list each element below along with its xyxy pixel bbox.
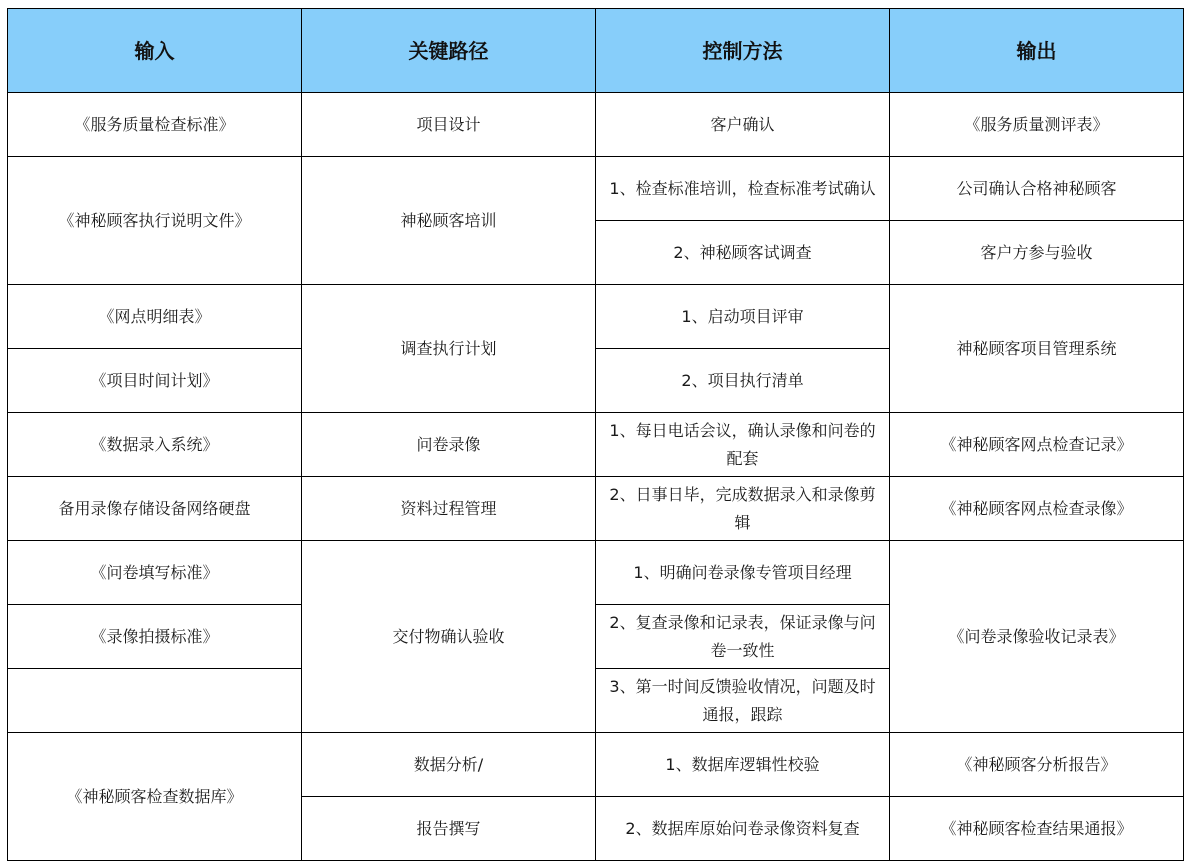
cell-input: 《项目时间计划》 [8,349,302,413]
header-key-path: 关键路径 [302,9,596,93]
cell-method: 1、数据库逻辑性校验 [596,733,890,797]
cell-path: 交付物确认验收 [302,541,596,733]
table-header-row [8,9,1184,93]
table-row [8,157,1184,221]
table-row [8,93,1184,157]
cell-method: 2、神秘顾客试调查 [596,221,890,285]
cell-output: 《神秘顾客网点检查记录》 [890,413,1184,477]
cell-input: 《神秘顾客检查数据库》 [8,733,302,861]
cell-path: 神秘顾客培训 [302,157,596,285]
cell-method: 1、启动项目评审 [596,285,890,349]
cell-method: 客户确认 [596,93,890,157]
cell-method: 2、复查录像和记录表，保证录像与问卷一致性 [596,605,890,669]
cell-output: 《神秘顾客检查结果通报》 [890,797,1184,861]
cell-method: 2、项目执行清单 [596,349,890,413]
cell-method: 2、数据库原始问卷录像资料复查 [596,797,890,861]
cell-output: 《神秘顾客分析报告》 [890,733,1184,797]
table-row [8,285,1184,349]
process-control-table [7,8,1184,861]
header-control-method: 控制方法 [596,9,890,93]
cell-method: 1、明确问卷录像专管项目经理 [596,541,890,605]
cell-input: 《数据录入系统》 [8,413,302,477]
cell-path: 资料过程管理 [302,477,596,541]
table-row [8,477,1184,541]
cell-path: 报告撰写 [302,797,596,861]
cell-output: 神秘顾客项目管理系统 [890,285,1184,413]
cell-path: 调查执行计划 [302,285,596,413]
cell-method: 1、每日电话会议，确认录像和问卷的配套 [596,413,890,477]
header-output: 输出 [890,9,1184,93]
header-input: 输入 [8,9,302,93]
cell-output: 《服务质量测评表》 [890,93,1184,157]
cell-input: 《服务质量检查标准》 [8,93,302,157]
cell-input: 《神秘顾客执行说明文件》 [8,157,302,285]
cell-input: 《网点明细表》 [8,285,302,349]
cell-input: 《问卷填写标准》 [8,541,302,605]
cell-output: 《神秘顾客网点检查录像》 [890,477,1184,541]
cell-input: 《录像拍摄标准》 [8,605,302,669]
cell-method: 3、第一时间反馈验收情况，问题及时通报，跟踪 [596,669,890,733]
table-row [8,541,1184,605]
cell-output: 客户方参与验收 [890,221,1184,285]
cell-input-empty [8,669,302,733]
cell-path: 项目设计 [302,93,596,157]
cell-output: 公司确认合格神秘顾客 [890,157,1184,221]
table-row [8,413,1184,477]
cell-method: 1、检查标准培训，检查标准考试确认 [596,157,890,221]
cell-method: 2、日事日毕，完成数据录入和录像剪辑 [596,477,890,541]
cell-output: 《问卷录像验收记录表》 [890,541,1184,733]
cell-path: 问卷录像 [302,413,596,477]
table-row [8,733,1184,797]
cell-input: 备用录像存储设备网络硬盘 [8,477,302,541]
cell-path: 数据分析/ [302,733,596,797]
